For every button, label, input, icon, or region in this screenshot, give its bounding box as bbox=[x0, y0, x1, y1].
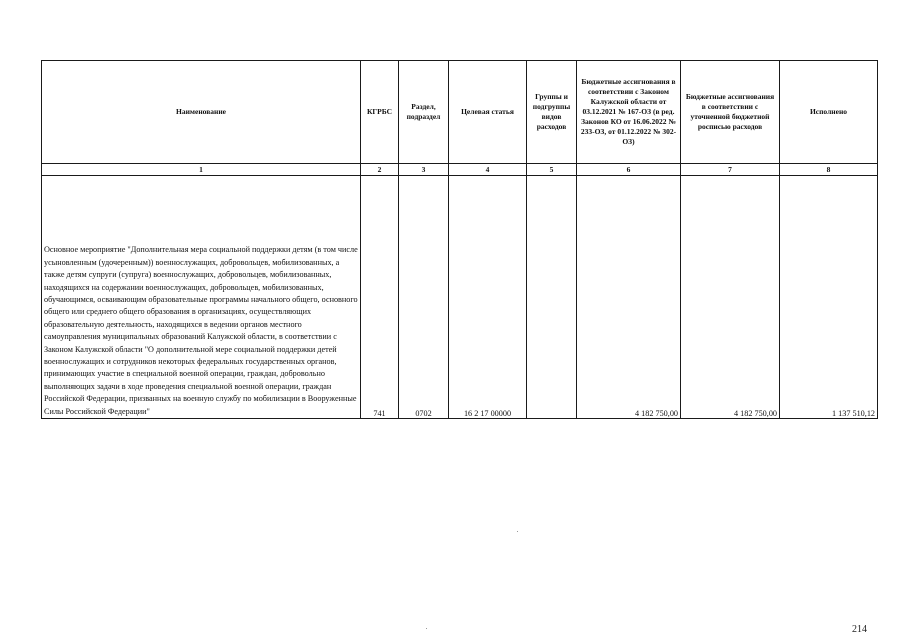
column-number-row bbox=[42, 164, 878, 176]
column-number: 8 bbox=[780, 164, 878, 176]
row-expense-group-cell bbox=[527, 176, 577, 419]
column-number: 5 bbox=[527, 164, 577, 176]
column-number: 6 bbox=[577, 164, 681, 176]
row-law-allocations-cell: 4 182 750,00 bbox=[577, 176, 681, 419]
scan-speck bbox=[426, 628, 427, 629]
column-number: 7 bbox=[681, 164, 780, 176]
column-number: 4 bbox=[449, 164, 527, 176]
column-number: 2 bbox=[361, 164, 399, 176]
header-name: Наименование bbox=[42, 61, 361, 164]
row-kgrbs-cell: 741 bbox=[361, 176, 399, 419]
header-executed: Исполнено bbox=[780, 61, 878, 164]
header-expense-group: Группы и подгруппы видов расходов bbox=[527, 61, 577, 164]
row-executed-cell: 1 137 510,12 bbox=[780, 176, 878, 419]
row-name-cell: Основное мероприятие "Дополнительная мера социальной поддержки детям (в том числе усыновленным (удочеренным)) военнослужащих, добровольцев, мобилизованных, а также детям супруги (супруга) военнослужащих, добровольцев, мобилизованных, находящихся на содержании военнослужащих, добровольцев, мобилизованных, обучающимся, осваивающим образовательные программы начального общего, основного общего или среднего общего образования в организациях, осуществляющих образовательную деятельность, находящихся в ведении органов местного самоуправления муниципальных образований Калужской области, в соответствии с Законом Калужской области "О дополнительной мере социальной поддержки детей военнослужащих и сотрудников некоторых федеральных государственных органов, принимающих участие в специальной военной операции, граждан, добровольно выполняющих задачи в ходе проведения специальной военной операции, граждан Российской Федерации, призванных на военную службу по мобилизации в Вооруженные Силы Российской Федерации" bbox=[42, 176, 361, 419]
row-refined-allocations-cell: 4 182 750,00 bbox=[681, 176, 780, 419]
column-number: 3 bbox=[399, 164, 449, 176]
page-number: 214 bbox=[852, 624, 867, 635]
table-row bbox=[42, 176, 878, 419]
header-section: Раздел, подраздел bbox=[399, 61, 449, 164]
header-kgrbs: КГРБС bbox=[361, 61, 399, 164]
row-target-article-cell: 16 2 17 00000 bbox=[449, 176, 527, 419]
header-refined-allocations: Бюджетные ассигнования в соответствии с уточненной бюджетной росписью расходов bbox=[681, 61, 780, 164]
column-number: 1 bbox=[42, 164, 361, 176]
header-target-article: Целевая статья bbox=[449, 61, 527, 164]
budget-execution-table bbox=[41, 60, 878, 419]
header-row bbox=[42, 61, 878, 164]
scan-speck bbox=[517, 531, 518, 532]
row-section-cell: 0702 bbox=[399, 176, 449, 419]
header-law-allocations: Бюджетные ассигнования в соответствии с Законом Калужской области от 03.12.2021 № 167-ОЗ (в ред. Законов КО от 16.06.2022 № 233-ОЗ, от 01.12.2022 № 302-ОЗ) bbox=[577, 61, 681, 164]
